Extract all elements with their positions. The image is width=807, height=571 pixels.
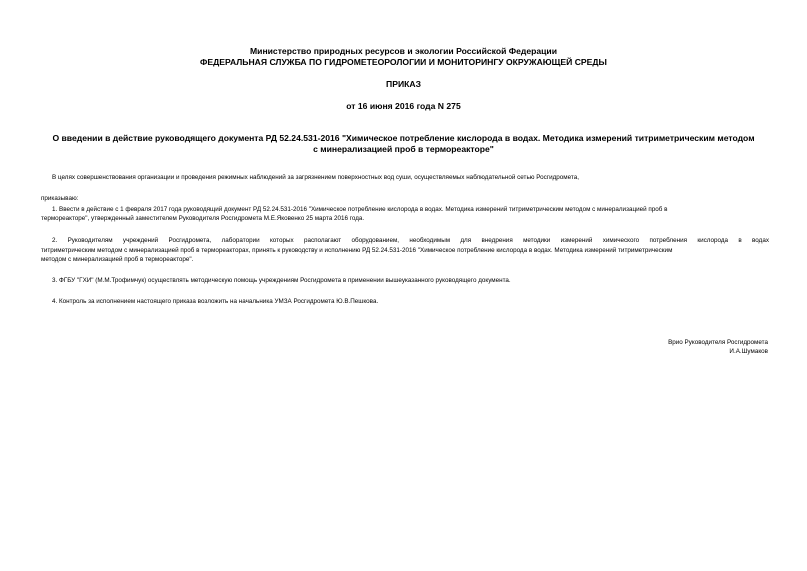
signature-position: Врио Руководителя Росгидромета: [668, 339, 768, 346]
preamble-text: В целях совершенствования организации и проведения режимных наблюдений за загрязнением поверхностных вод суши, осуществляемых наблюдательной сетью Росгидромета,: [52, 174, 579, 181]
order-word: приказываю:: [41, 195, 79, 202]
item-3: 3. ФГБУ "ГХИ" (М.М.Трофимчук) осуществлять методическую помощь учреждениям Росгидромета в применении вышеуказанного руководящего документа.: [52, 277, 511, 284]
document-type: ПРИКАЗ: [386, 79, 421, 89]
ministry-heading: Министерство природных ресурсов и экологии Российской Федерации: [250, 46, 557, 56]
item-2-line-2: титриметрическим методом с минерализацией проб в термореакторах, принять к руководству и исполнению РД 52.24.531-2016 "Химическое потребление кислорода в водах. Методика измерений титриметрическим: [41, 247, 673, 254]
service-heading: ФЕДЕРАЛЬНАЯ СЛУЖБА ПО ГИДРОМЕТЕОРОЛОГИИ И МОНИТОРИНГУ ОКРУЖАЮЩЕЙ СРЕДЫ: [200, 57, 607, 67]
document-date: от 16 июня 2016 года N 275: [346, 101, 461, 111]
signature-name: И.А.Шумаков: [729, 348, 768, 355]
document-title-line-2: с минерализацией проб в термореакторе": [313, 144, 494, 154]
document-title-line-1: О введении в действие руководящего документа РД 52.24.531-2016 "Химическое потребление кислорода в водах. Методика измерений титриметрическим методом: [52, 133, 755, 143]
item-2-line-3: методом с минерализацией проб в термореакторе".: [41, 256, 194, 263]
item-1-line-2: термореакторе", утвержденный заместителем Руководителя Росгидромета М.Е.Яковенко 25 марта 2016 года.: [41, 215, 365, 222]
item-2-line-1: 2. Руководителям учреждений Росгидромета, лаборатории которых располагают оборудованием, необходимым для внедрения методики измерений химического потребления кислорода в водах: [52, 237, 769, 244]
item-1-line-1: 1. Ввести в действие с 1 февраля 2017 года руководящий документ РД 52.24.531-2016 "Химическое потребление кислорода в водах. Методика измерений титриметрическим методом с минерализацией проб в: [52, 206, 668, 213]
item-4: 4. Контроль за исполнением настоящего приказа возложить на начальника УМЗА Росгидромета Ю.В.Пешкова.: [52, 298, 379, 305]
